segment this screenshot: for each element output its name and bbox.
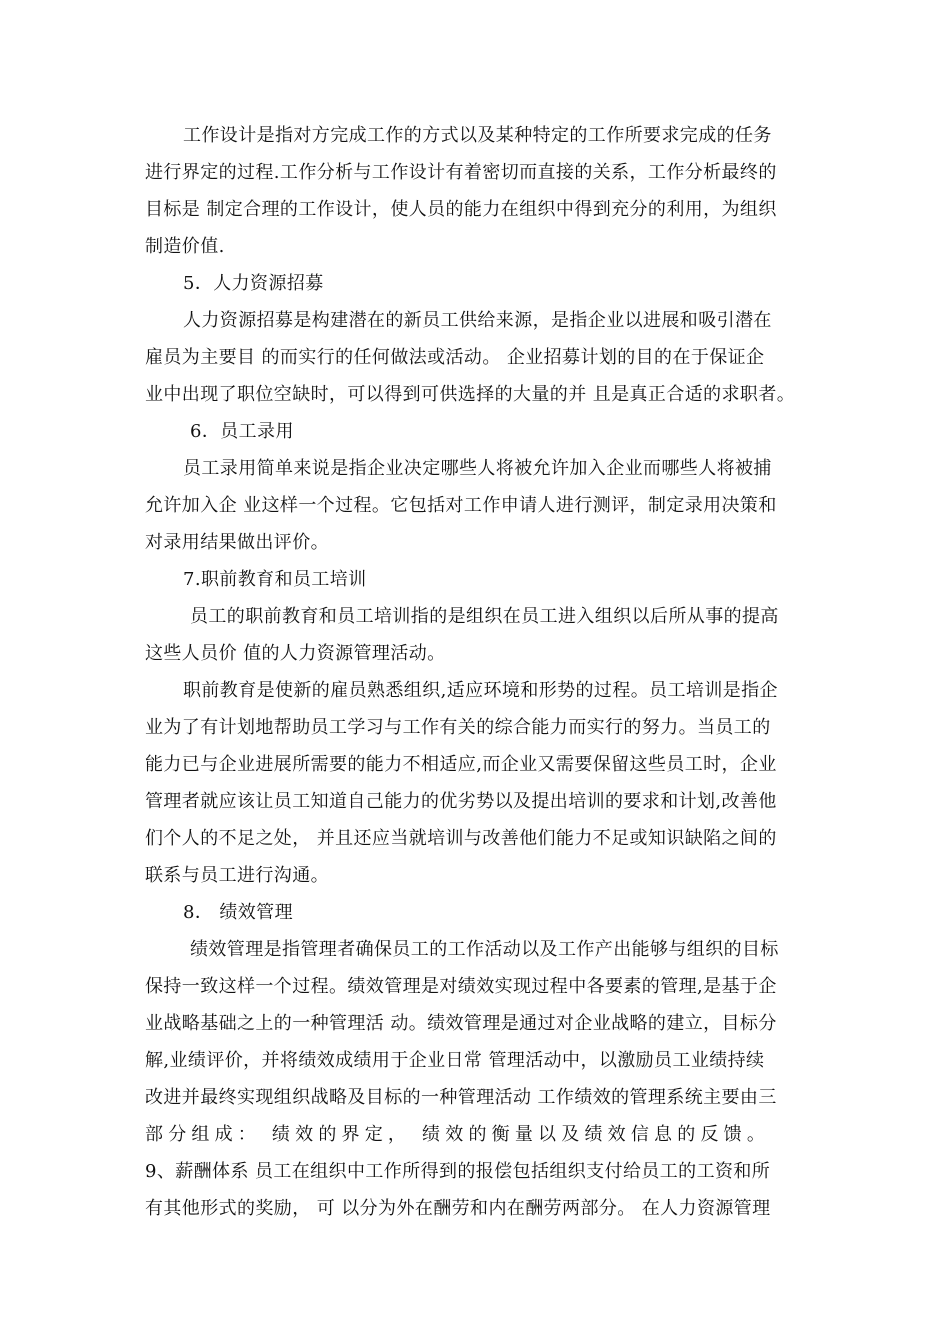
paragraph-line: 业中出现了职位空缺时，可以得到可供选择的大量的并 且是真正合适的求职者。	[145, 384, 796, 405]
paragraph-line: 工作设计是指对方完成工作的方式以及某种特定的工作所要求完成的任务	[183, 125, 772, 146]
paragraph-line: 9、薪酬体系 员工在组织中工作所得到的报偿包括组织支付给员工的工资和所	[145, 1161, 771, 1182]
paragraph-line: 们个人的不足之处， 并且还应当就培训与改善他们能力不足或知识缺陷之间的	[145, 828, 777, 849]
paragraph-line: 保持一致这样一个过程。绩效管理是对绩效实现过程中各要素的管理,是基于企	[145, 976, 777, 997]
section-heading: 8． 绩效管理	[183, 902, 293, 923]
paragraph-line: 人力资源招募是构建潜在的新员工供给来源，是指企业以进展和吸引潜在	[183, 310, 772, 331]
paragraph-line: 业为了有计划地帮助员工学习与工作有关的综合能力而实行的努力。当员工的	[145, 717, 771, 738]
paragraph-line: 这些人员价 值的人力资源管理活动。	[145, 643, 446, 664]
paragraph-line: 员工的职前教育和员工培训指的是组织在员工进入组织以后所从事的提高	[190, 606, 779, 627]
paragraph-line: 联系与员工进行沟通。	[145, 865, 329, 886]
paragraph-line: 有其他形式的奖励， 可 以分为外在酬劳和内在酬劳两部分。 在人力资源管理	[145, 1198, 771, 1219]
section-heading: 5．人力资源招募	[183, 273, 324, 294]
paragraph-line: 业战略基础之上的一种管理活 动。绩效管理是通过对企业战略的建立，目标分	[145, 1013, 777, 1034]
paragraph-line: 对录用结果做出评价。	[145, 532, 329, 553]
paragraph-line: 部分组成： 绩效的界定， 绩效的衡量以及绩效信息的反馈。	[145, 1124, 771, 1145]
paragraph-line: 进行界定的过程.工作分析与工作设计有着密切而直接的关系，工作分析最终的	[145, 162, 777, 183]
section-heading: 6．员工录用	[190, 421, 294, 442]
paragraph-line: 制造价值.	[145, 236, 225, 257]
paragraph-line: 允许加入企 业这样一个过程。它包括对工作申请人进行测评，制定录用决策和	[145, 495, 777, 516]
paragraph-line: 雇员为主要目 的而实行的任何做法或活动。 企业招募计划的目的在于保证企	[145, 347, 765, 368]
paragraph-line: 能力已与企业进展所需要的能力不相适应,而企业又需要保留这些员工时，企业	[145, 754, 777, 775]
paragraph-line: 绩效管理是指管理者确保员工的工作活动以及工作产出能够与组织的目标	[190, 939, 779, 960]
section-heading: 7.职前教育和员工培训	[183, 569, 367, 590]
paragraph-line: 员工录用简单来说是指企业决定哪些人将被允许加入企业而哪些人将被捕	[183, 458, 772, 479]
paragraph-line: 管理者就应该让员工知道自己能力的优劣势以及提出培训的要求和计划,改善他	[145, 791, 777, 812]
paragraph-line: 目标是 制定合理的工作设计，使人员的能力在组织中得到充分的利用，为组织	[145, 199, 777, 220]
paragraph-line: 改进并最终实现组织战略及目标的一种管理活动 工作绩效的管理系统主要由三	[145, 1087, 777, 1108]
paragraph-line: 解,业绩评价，并将绩效成绩用于企业日常 管理活动中，以激励员工业绩持续	[145, 1050, 765, 1071]
paragraph-line: 职前教育是使新的雇员熟悉组织,适应环境和形势的过程。员工培训是指企	[183, 680, 778, 701]
